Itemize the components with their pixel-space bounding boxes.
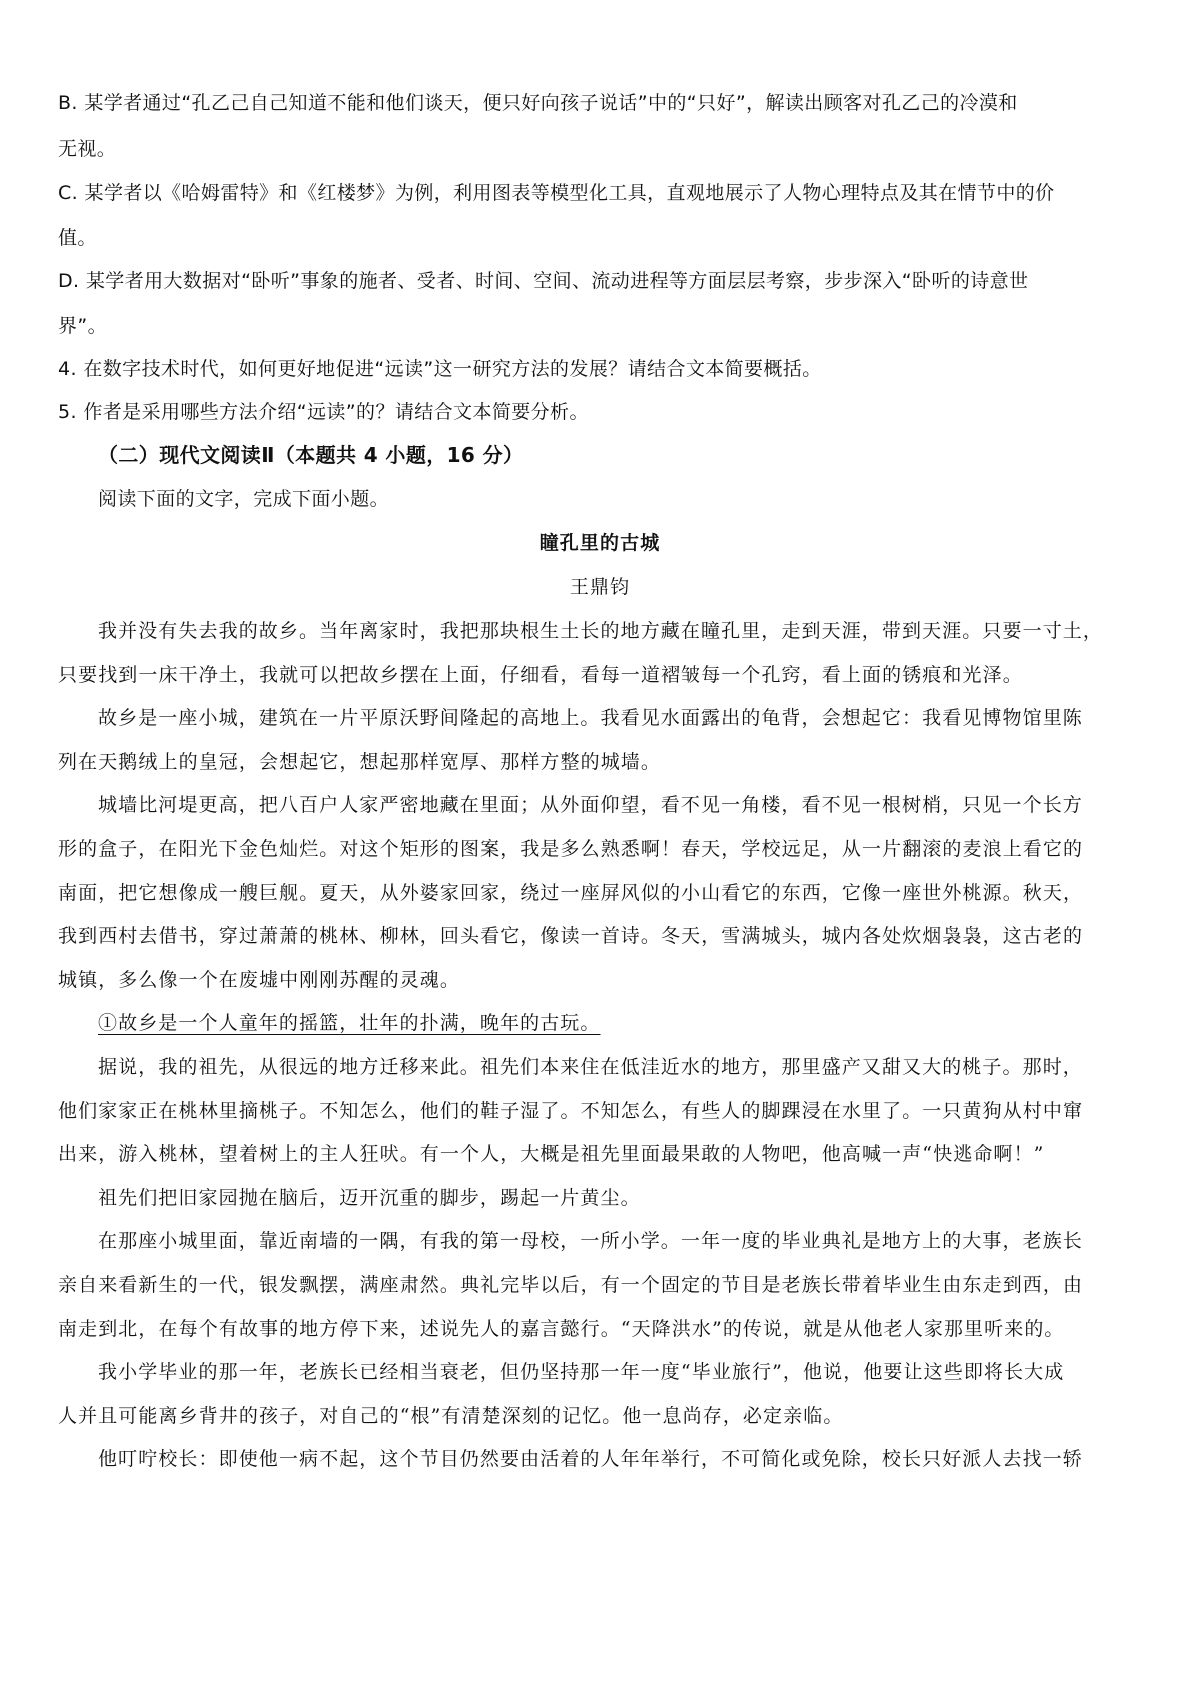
underlined-sentence [98,1010,1188,1036]
article-line: 城墙比河堤更高，把八百户人家严密地藏在里面；从外面仰望，看不见一角楼，看不见一根树梢，只见一个长方 [98,794,1083,816]
section-instruction: 阅读下面的文字，完成下面小题。 [98,488,390,510]
option-b-line-1: B. 某学者通过“孔乙己自己知道不能和他们谈天，便只好向孩子说话”中的“只好”，解读出顾客对孔乙己的冷漠和 [58,92,1018,114]
option-d-line-1: D. 某学者用大数据对“卧听”事象的施者、受者、时间、空间、流动进程等方面层层考察，步步深入“卧听的诗意世 [58,270,1029,292]
article-line: 亲自来看新生的一代，银发飘摆，满座肃然。典礼完毕以后，有一个固定的节目是老族长带着毕业生由东走到西，由 [58,1274,1084,1296]
article-line: 只要找到一床干净土，我就可以把故乡摆在上面，仔细看，看每一道褶皱每一个孔窍，看上面的锈痕和光泽。 [58,664,1023,686]
article-line: 据说，我的祖先，从很远的地方迁移来此。祖先们本来住在低洼近水的地方，那里盛产又甜又大的桃子。那时， [98,1056,1083,1078]
option-b-line-2: 无视。 [58,138,117,160]
article-line: 南面，把它想像成一艘巨舰。夏天，从外婆家回家，绕过一座屏风似的小山看它的东西，它像一座世外桃源。秋天， [58,882,1084,904]
option-d-line-2: 界”。 [58,315,108,337]
underlined-text: ①故乡是一个人童年的摇篮，壮年的扑满，晚年的古玩。 [98,1012,601,1034]
article-line: 出来，游入桃林，望着树上的主人狂吠。有一个人，大概是祖先里面最果敢的人物吧，他高喊一声“快逃命啊！” [58,1143,1045,1165]
article-line: 形的盒子，在阳光下金色灿烂。对这个矩形的图案，我是多么熟悉啊！春天，学校远足，从一片翻滚的麦浪上看它的 [58,838,1084,860]
article-author: 王鼎钧 [569,576,631,598]
section-heading: （二）现代文阅读Ⅱ（本题共 4 小题，16 分） [98,443,524,467]
article-line: 我小学毕业的那一年，老族长已经相当衰老，但仍坚持那一年一度“毕业旅行”，他说，他要让这些即将长大成 [98,1361,1065,1383]
article-line: 我到西村去借书，穿过萧萧的桃林、柳林，回头看它，像读一首诗。冬天，雪满城头，城内各处炊烟袅袅，这古老的 [58,925,1084,947]
article-line: 人并且可能离乡背井的孩子，对自己的“根”有清楚深刻的记忆。他一息尚存，必定亲临。 [58,1405,844,1427]
article-line: 祖先们把旧家园抛在脑后，迈开沉重的脚步，踢起一片黄尘。 [98,1187,641,1209]
article-line: 他们家家正在桃林里摘桃子。不知怎么，他们的鞋子湿了。不知怎么，有些人的脚踝浸在水里了。一只黄狗从村中窜 [58,1100,1084,1122]
article-line: 在那座小城里面，靠近南墙的一隅，有我的第一母校，一所小学。一年一度的毕业典礼是地方上的大事，老族长 [98,1230,1083,1252]
article-title: 瞳孔里的古城 [539,532,661,554]
article-line: 城镇，多么像一个在废墟中刚刚苏醒的灵魂。 [58,969,461,991]
article-line: 故乡是一座小城，建筑在一片平原沃野间隆起的高地上。我看见水面露出的龟背，会想起它：我看见博物馆里陈 [98,707,1083,729]
article-line: 南走到北，在每个有故事的地方停下来，述说先人的嘉言懿行。“天降洪水”的传说，就是从他老人家那里听来的。 [58,1318,1065,1340]
option-c-line-2: 值。 [58,227,97,249]
question-4: 4. 在数字技术时代，如何更好地促进“远读”这一研究方法的发展？请结合文本简要概括。 [58,358,822,380]
question-5: 5. 作者是采用哪些方法介绍“远读”的？请结合文本简要分析。 [58,401,589,423]
article-line: 我并没有失去我的故乡。当年离家时，我把那块根生土长的地方藏在瞳孔里，走到天涯，带到天涯。只要一寸土， [98,620,1104,642]
option-c-line-1: C. 某学者以《哈姆雷特》和《红楼梦》为例，利用图表等模型化工具，直观地展示了人物心理特点及其在情节中的价 [58,182,1055,204]
article-line: 他叮咛校长：即使他一病不起，这个节目仍然要由活着的人年年举行，不可简化或免除，校长只好派人去找一轿 [98,1448,1083,1470]
article-line: 列在天鹅绒上的皇冠，会想起它，想起那样宽厚、那样方整的城墙。 [58,751,662,773]
